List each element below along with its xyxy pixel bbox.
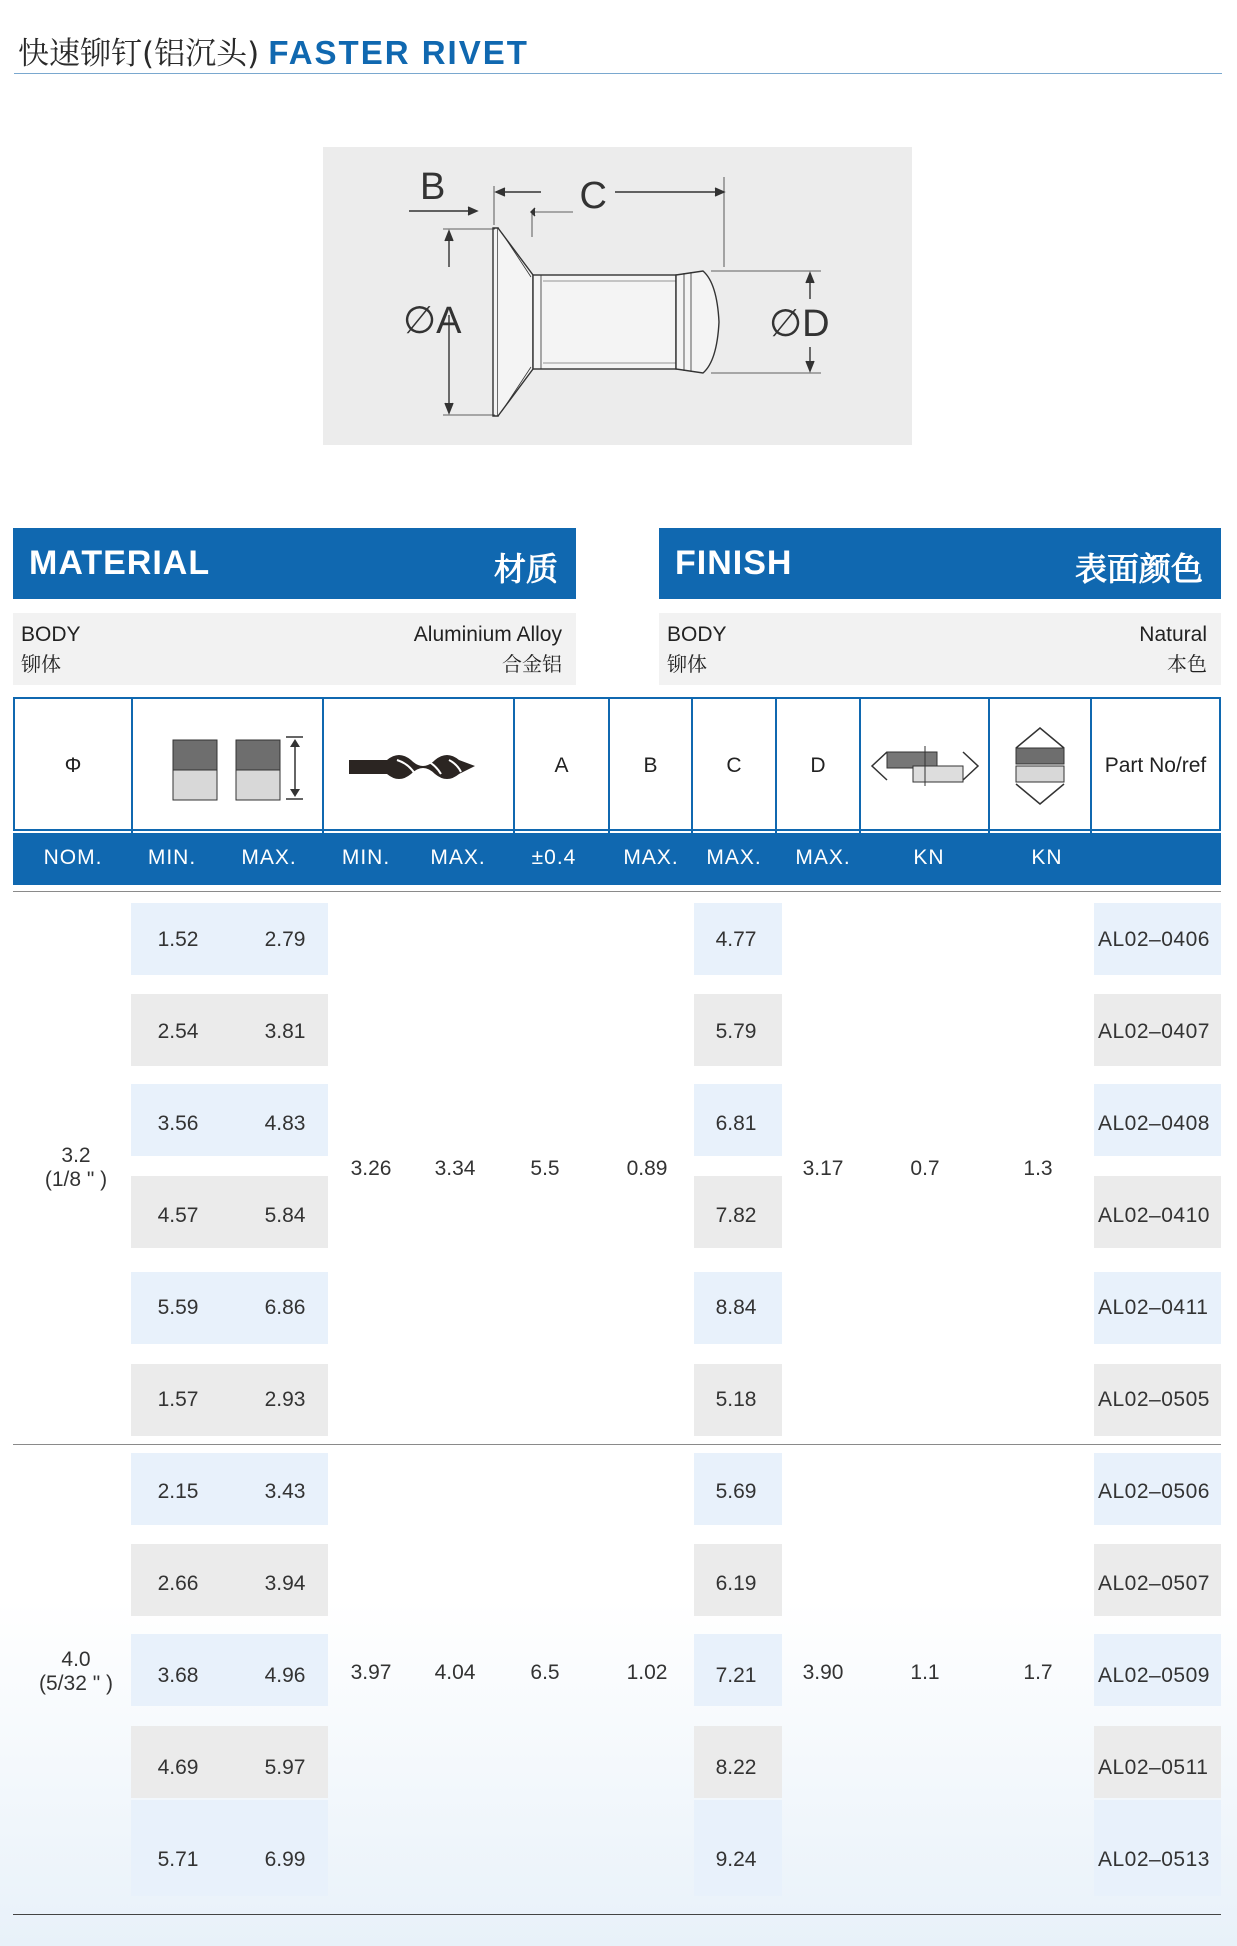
grip-min-value: 3.56 (157, 1112, 199, 1135)
grip-min-value: 2.54 (157, 1020, 199, 1043)
shear-value: 0.7 (910, 1157, 940, 1180)
finish-body-en: BODY (667, 623, 727, 646)
nominal-mm: 4.0 (61, 1648, 91, 1671)
nominal-diameter (39, 1648, 113, 1696)
part-number: AL02–0513 (1098, 1848, 1210, 1871)
c-value: 5.79 (715, 1020, 757, 1043)
grip-min-value: 4.69 (157, 1756, 199, 1779)
tensile-strength-icon (1010, 726, 1070, 806)
c-value: 7.21 (715, 1664, 757, 1687)
part-number: AL02–0408 (1098, 1112, 1210, 1135)
material-value-cn: 合金铝 (502, 652, 562, 676)
subheader-grip-min: MIN. (147, 846, 197, 869)
title-cn: 快速铆钉(铝沉头) (18, 36, 260, 72)
subheader-tensile-kn: KN (1031, 846, 1063, 869)
drill-max-value: 4.04 (434, 1661, 476, 1684)
rivet-diagram (323, 147, 912, 445)
grip-min-value: 2.66 (157, 1572, 199, 1595)
grip-max-value: 6.99 (264, 1848, 306, 1871)
header-shear (861, 699, 990, 833)
subheader-a-tol: ±0.4 (531, 846, 577, 869)
finish-body-cn: 铆体 (667, 652, 707, 676)
grip-min-value: 5.71 (157, 1848, 199, 1871)
grip-max-value: 6.86 (264, 1296, 306, 1319)
part-number: AL02–0511 (1098, 1756, 1209, 1779)
nominal-mm: 3.2 (61, 1144, 91, 1167)
c-value: 8.84 (715, 1296, 757, 1319)
grip-max-value: 3.81 (264, 1020, 306, 1043)
header-b: B (610, 699, 693, 833)
drill-bit-icon (349, 746, 489, 786)
grip-max-value: 2.79 (264, 928, 306, 951)
header-part: Part No/ref (1104, 754, 1207, 777)
drill-min-value: 3.26 (350, 1157, 392, 1180)
grip-min-value: 1.57 (157, 1388, 199, 1411)
material-title-cn: 材质 (493, 550, 558, 588)
grip-max-value: 4.96 (264, 1664, 306, 1687)
drill-max-value: 3.34 (434, 1157, 476, 1180)
nominal-inch: (5/32 " ) (39, 1672, 113, 1695)
material-body-cn: 铆体 (21, 652, 61, 676)
grip-max-value: 5.84 (264, 1204, 306, 1227)
header-a: A (515, 699, 610, 833)
header-drill (324, 699, 515, 833)
part-number: AL02–0410 (1098, 1204, 1210, 1227)
subheader-grip-max: MAX. (241, 846, 297, 869)
a-value: 5.5 (530, 1157, 560, 1180)
subheader-d-max: MAX. (795, 846, 851, 869)
nominal-inch: (1/8 " ) (44, 1168, 108, 1191)
drill-min-value: 3.97 (350, 1661, 392, 1684)
finish-title-en: FINISH (675, 544, 793, 582)
c-value: 9.24 (715, 1848, 757, 1871)
part-number: AL02–0406 (1098, 928, 1210, 951)
grip-max-value: 4.83 (264, 1112, 306, 1135)
nominal-diameter (45, 1144, 107, 1192)
header-tensile (990, 699, 1092, 833)
finish-header (659, 528, 1221, 599)
shear-strength-icon (869, 746, 981, 786)
header-phi: Φ (15, 699, 133, 833)
finish-value-cn: 本色 (1167, 652, 1207, 676)
grip-range-icon (153, 731, 303, 801)
subheader-drill-min: MIN. (341, 846, 391, 869)
subheader-shear-kn: KN (913, 846, 945, 869)
grip-min-value: 2.15 (157, 1480, 199, 1503)
table-bottom-rule (13, 1914, 1221, 1915)
table-top-rule (13, 891, 1221, 892)
b-value: 1.02 (626, 1661, 668, 1684)
material-title-en: MATERIAL (29, 544, 211, 582)
header-d: D (777, 699, 861, 833)
spec-table-header (13, 697, 1221, 831)
part-number: AL02–0506 (1098, 1480, 1210, 1503)
subheader-nom: NOM. (43, 846, 103, 869)
material-header (13, 528, 576, 599)
part-number: AL02–0507 (1098, 1572, 1210, 1595)
dim-c-label: C (579, 175, 607, 217)
d-value: 3.90 (802, 1661, 844, 1684)
part-number: AL02–0407 (1098, 1020, 1210, 1043)
subheader-c-max: MAX. (706, 846, 762, 869)
title-en: FASTER RIVET (268, 34, 529, 71)
material-value-en: Aluminium Alloy (413, 623, 562, 646)
dim-a-label: ∅A (403, 300, 462, 342)
title-underline (14, 73, 1222, 74)
header-grip-range (133, 699, 324, 833)
d-value: 3.17 (802, 1157, 844, 1180)
part-number: AL02–0505 (1098, 1388, 1210, 1411)
tensile-value: 1.3 (1023, 1157, 1053, 1180)
header-c: C (693, 699, 777, 833)
c-value: 8.22 (715, 1756, 757, 1779)
spec-table-subheader (13, 833, 1221, 885)
grip-max-value: 3.43 (264, 1480, 306, 1503)
shear-value: 1.1 (910, 1661, 940, 1684)
part-number: AL02–0411 (1098, 1296, 1209, 1319)
finish-title-cn: 表面颜色 (1074, 550, 1203, 588)
grip-max-value: 3.94 (264, 1572, 306, 1595)
grip-max-value: 5.97 (264, 1756, 306, 1779)
grip-min-value: 4.57 (157, 1204, 199, 1227)
page-title (18, 28, 529, 73)
subheader-b-max: MAX. (623, 846, 679, 869)
grip-min-value: 5.59 (157, 1296, 199, 1319)
tensile-value: 1.7 (1023, 1661, 1053, 1684)
grip-min-value: 1.52 (157, 928, 199, 951)
b-value: 0.89 (626, 1157, 668, 1180)
a-value: 6.5 (530, 1661, 560, 1684)
material-body-en: BODY (21, 623, 81, 646)
finish-value-en: Natural (1139, 623, 1207, 646)
subheader-drill-max: MAX. (430, 846, 486, 869)
c-value: 6.19 (715, 1572, 757, 1595)
c-value: 4.77 (715, 928, 757, 951)
dim-d-label: ∅D (769, 303, 830, 345)
finish-body (659, 613, 1221, 685)
grip-max-value: 2.93 (264, 1388, 306, 1411)
c-value: 5.18 (715, 1388, 757, 1411)
dim-b-label: B (420, 166, 446, 208)
c-value: 6.81 (715, 1112, 757, 1135)
c-value: 7.82 (715, 1204, 757, 1227)
grip-min-value: 3.68 (157, 1664, 199, 1687)
material-body (13, 613, 576, 685)
c-value: 5.69 (715, 1480, 757, 1503)
group-divider (13, 1444, 1221, 1445)
part-number: AL02–0509 (1098, 1664, 1210, 1687)
